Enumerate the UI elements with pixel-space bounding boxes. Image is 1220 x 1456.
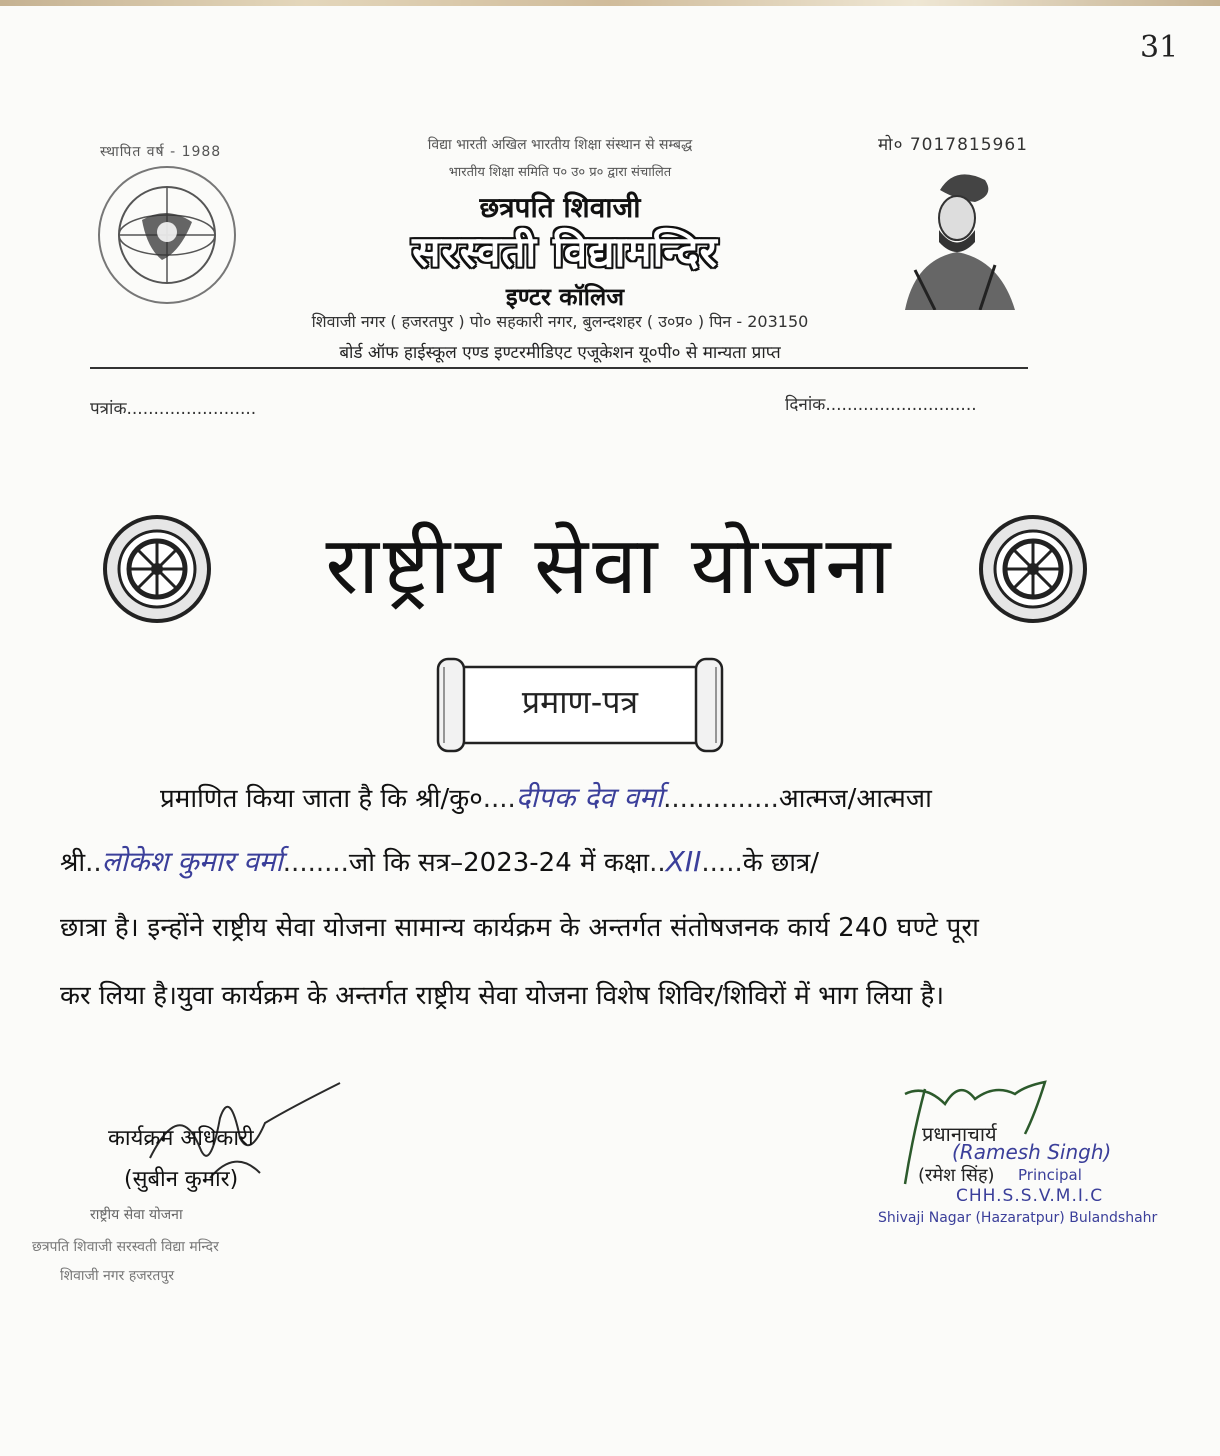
shivaji-portrait-icon	[875, 160, 1025, 310]
principal-institution: CHH.S.S.V.M.I.C	[956, 1186, 1104, 1206]
principal-role: Principal	[1018, 1166, 1082, 1184]
principal-name: (रमेश सिंह)	[918, 1165, 995, 1186]
body-text: प्रमाणित किया जाता है कि श्री/कु०	[160, 784, 483, 814]
program-officer-name: (सुबीन कुमार)	[124, 1167, 239, 1192]
body-text: श्री	[60, 848, 86, 878]
school-address: शिवाजी नगर ( हजरतपुर ) पो० सहकारी नगर, बुलन्दशहर ( उ०प्र० ) पिन - 203150	[311, 312, 809, 331]
body-line-4: कर लिया है।युवा कार्यक्रम के अन्तर्गत राष्ट्रीय सेवा योजना विशेष शिविर/शिविरों में भाग लिया है।	[60, 981, 945, 1011]
body-line-1	[160, 778, 1090, 816]
body-line-2: श्री..लोकेश कुमार वर्मा........जो कि सत्र–2023-24 में कक्षा..XII.....के छात्र/	[60, 845, 820, 878]
founded-year: स्थापित वर्ष - 1988	[100, 144, 222, 160]
affiliation-line-1: विद्या भारती अखिल भारतीय शिक्षा संस्थान से सम्बद्ध	[427, 137, 693, 153]
school-name-line-3: इण्टर कॉलिज	[505, 283, 625, 311]
dotted-fill: ....	[482, 784, 516, 814]
stamp-line-2: छत्रपति शिवाजी सरस्वती विद्या मन्दिर	[32, 1239, 219, 1255]
dotted-fill: .....	[701, 848, 743, 878]
page-number: 31	[1140, 30, 1179, 65]
school-name-line-2: सरस्वती विद्यामन्दिर	[412, 227, 718, 276]
certificate-label: प्रमाण-पत्र	[521, 683, 639, 721]
dotted-fill: ..	[85, 848, 102, 878]
school-name-line-1: छत्रपति शिवाजी	[479, 191, 641, 224]
dotted-fill: ..............	[663, 784, 779, 814]
program-officer-title: कार्यक्रम अधिकारी	[108, 1126, 254, 1151]
affiliation-line-2: भारतीय शिक्षा समिति प० उ० प्र० द्वारा संचालित	[448, 165, 672, 180]
phone-number: मो० 7017815961	[878, 135, 1028, 155]
principal-title: प्रधानाचार्य	[922, 1122, 997, 1146]
certificate-title: राष्ट्रीय सेवा योजना	[325, 519, 895, 612]
student-class: XII	[665, 845, 702, 878]
student-name: दीपक देव वर्मा	[515, 781, 664, 814]
principal-handwritten-name: (Ramesh Singh)	[952, 1140, 1112, 1164]
body-text: जो कि सत्र–2023-24 में कक्षा	[348, 848, 650, 878]
body-text: के छात्र/	[742, 848, 820, 878]
dotted-fill: ........	[282, 848, 349, 878]
body-line-3: छात्रा है। इन्होंने राष्ट्रीय सेवा योजना सामान्य कार्यक्रम के अन्तर्गत संतोषजनक कार्य 240 घण्टे पूरा	[60, 913, 980, 943]
date-field: दिनांक............................	[785, 395, 977, 415]
page-edge	[0, 0, 1220, 6]
reference-number-field: पत्रांक........................	[90, 399, 257, 419]
stamp-line-1: राष्ट्रीय सेवा योजना	[90, 1207, 183, 1223]
board-recognition: बोर्ड ऑफ हाईस्कूल एण्ड इण्टरमीडिएट एजूकेशन यू०पी० से मान्यता प्राप्त	[339, 343, 781, 363]
body-text: आत्मज/आत्मजा	[778, 784, 932, 814]
nss-logo-right-icon	[978, 514, 1088, 624]
nss-logo-left-icon	[102, 514, 212, 624]
school-emblem-icon	[92, 160, 242, 310]
letterhead-divider	[90, 367, 1028, 369]
parent-name: लोकेश कुमार वर्मा	[101, 845, 283, 878]
stamp-line-3: शिवाजी नगर हजरतपुर	[60, 1268, 175, 1284]
principal-address: Shivaji Nagar (Hazaratpur) Bulandshahr	[878, 1210, 1158, 1226]
